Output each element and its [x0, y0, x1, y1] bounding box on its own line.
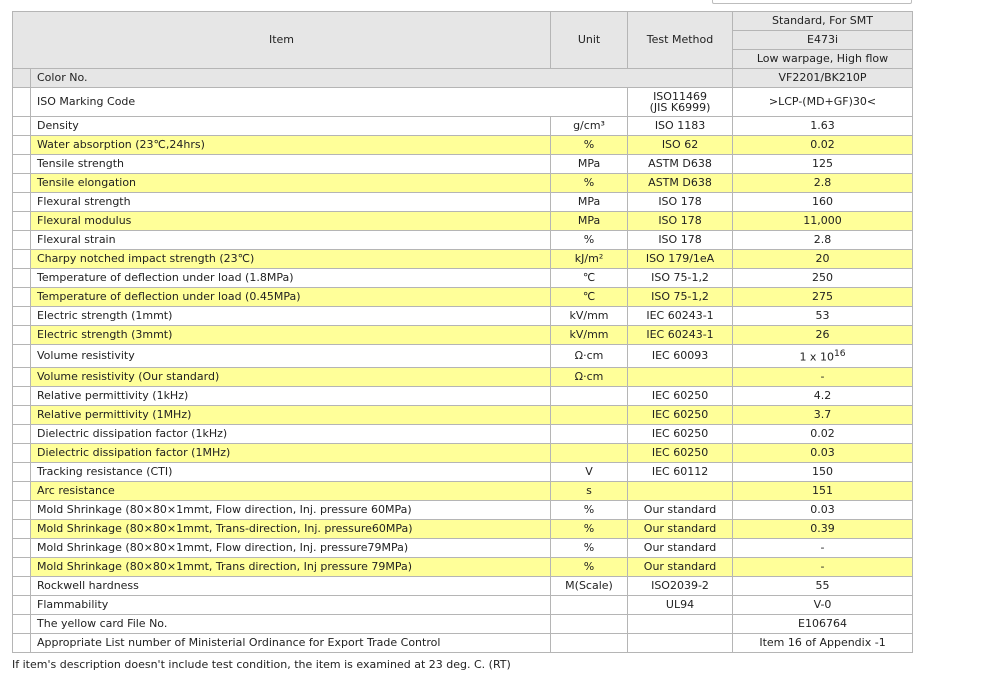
property-name: Electric strength (1mmt) — [31, 307, 551, 326]
table-row — [13, 136, 913, 155]
table-row — [13, 231, 913, 250]
property-test-method: ISO 75-1,2 — [628, 288, 733, 307]
table-row — [13, 269, 913, 288]
property-test-method: ISO 179/1eA — [628, 250, 733, 269]
property-name: Flexural strength — [31, 193, 551, 212]
property-name: Appropriate List number of Ministerial Ordinance for Export Trade Control — [31, 634, 551, 653]
property-name: Tensile elongation — [31, 174, 551, 193]
row-stub — [13, 482, 31, 501]
property-name: Flexural strain — [31, 231, 551, 250]
property-name: Tensile strength — [31, 155, 551, 174]
property-test-method: ASTM D638 — [628, 174, 733, 193]
property-name: Mold Shrinkage (80×80×1mmt, Flow direction, Inj. pressure79MPa) — [31, 539, 551, 558]
property-value: 26 — [733, 326, 913, 345]
property-test-method: ISO 1183 — [628, 117, 733, 136]
table-row — [13, 250, 913, 269]
property-name: Arc resistance — [31, 482, 551, 501]
property-unit — [551, 615, 628, 634]
property-unit: % — [551, 520, 628, 539]
table-row — [13, 288, 913, 307]
property-unit — [551, 634, 628, 653]
header-standard: Standard, For SMT — [733, 12, 913, 31]
property-unit — [551, 406, 628, 425]
property-unit: % — [551, 558, 628, 577]
property-unit — [551, 387, 628, 406]
row-stub — [13, 326, 31, 345]
property-test-method: IEC 60250 — [628, 387, 733, 406]
row-stub — [13, 155, 31, 174]
property-name: Charpy notched impact strength (23℃) — [31, 250, 551, 269]
row-stub — [13, 212, 31, 231]
row-stub — [13, 117, 31, 136]
table-row — [13, 596, 913, 615]
table-row — [13, 615, 913, 634]
property-name: Temperature of deflection under load (1.8MPa) — [31, 269, 551, 288]
property-value: 150 — [733, 463, 913, 482]
row-stub — [13, 406, 31, 425]
property-test-method: Our standard — [628, 520, 733, 539]
iso-marking-method — [628, 88, 733, 117]
property-test-method: ISO 178 — [628, 231, 733, 250]
row-stub — [13, 69, 31, 88]
row-stub — [13, 193, 31, 212]
property-unit — [551, 425, 628, 444]
iso-marking-method-line1: ISO11469 — [653, 90, 707, 103]
table-row — [13, 368, 913, 387]
property-value: 0.03 — [733, 501, 913, 520]
row-stub — [13, 539, 31, 558]
property-test-method: ISO 62 — [628, 136, 733, 155]
property-name: Tracking resistance (CTI) — [31, 463, 551, 482]
property-name: Dielectric dissipation factor (1MHz) — [31, 444, 551, 463]
property-unit: kV/mm — [551, 307, 628, 326]
property-value: 4.2 — [733, 387, 913, 406]
property-test-method: IEC 60250 — [628, 425, 733, 444]
property-test-method: IEC 60093 — [628, 345, 733, 368]
table-row — [13, 155, 913, 174]
footnote: If item's description doesn't include test condition, the item is examined at 23 deg. C. (RT) — [12, 658, 511, 671]
iso-marking-value: >LCP-(MD+GF)30< — [733, 88, 913, 117]
property-test-method: ISO 178 — [628, 193, 733, 212]
property-value: V-0 — [733, 596, 913, 615]
table-row — [13, 212, 913, 231]
table-row — [13, 307, 913, 326]
property-unit: % — [551, 231, 628, 250]
property-value: Item 16 of Appendix -1 — [733, 634, 913, 653]
property-test-method: ISO2039-2 — [628, 577, 733, 596]
property-test-method: IEC 60250 — [628, 406, 733, 425]
table-row — [13, 174, 913, 193]
property-test-method — [628, 615, 733, 634]
property-value: 0.02 — [733, 136, 913, 155]
table-row — [13, 463, 913, 482]
color-value: VF2201/BK210P — [733, 69, 913, 88]
row-stub — [13, 250, 31, 269]
property-value: 0.39 — [733, 520, 913, 539]
row-stub — [13, 463, 31, 482]
property-unit — [551, 444, 628, 463]
property-value: 11,000 — [733, 212, 913, 231]
property-unit: V — [551, 463, 628, 482]
row-stub — [13, 444, 31, 463]
property-unit: Ω·cm — [551, 368, 628, 387]
row-stub — [13, 520, 31, 539]
property-name: The yellow card File No. — [31, 615, 551, 634]
property-test-method: Our standard — [628, 539, 733, 558]
property-value: 125 — [733, 155, 913, 174]
property-test-method: ISO 178 — [628, 212, 733, 231]
property-unit: MPa — [551, 212, 628, 231]
property-value: 55 — [733, 577, 913, 596]
property-value: 3.7 — [733, 406, 913, 425]
table-row — [13, 634, 913, 653]
header-test-method: Test Method — [628, 12, 733, 69]
table-row — [13, 501, 913, 520]
table-row — [13, 425, 913, 444]
row-stub — [13, 307, 31, 326]
header-grade: E473i — [733, 31, 913, 50]
property-test-method: IEC 60250 — [628, 444, 733, 463]
properties-table — [12, 11, 913, 653]
row-stub — [13, 501, 31, 520]
property-name: Density — [31, 117, 551, 136]
table-row — [13, 520, 913, 539]
property-name: Electric strength (3mmt) — [31, 326, 551, 345]
property-unit: % — [551, 174, 628, 193]
row-stub — [13, 596, 31, 615]
property-unit: kV/mm — [551, 326, 628, 345]
row-stub — [13, 88, 31, 117]
property-unit: % — [551, 136, 628, 155]
property-name: Flammability — [31, 596, 551, 615]
property-name: Relative permittivity (1MHz) — [31, 406, 551, 425]
table-row — [13, 558, 913, 577]
property-unit: g/cm³ — [551, 117, 628, 136]
iso-marking-row — [13, 88, 913, 117]
iso-marking-label: ISO Marking Code — [31, 88, 628, 117]
property-value: 250 — [733, 269, 913, 288]
property-name: Mold Shrinkage (80×80×1mmt, Trans-direction, Inj. pressure60MPa) — [31, 520, 551, 539]
property-value: 1.63 — [733, 117, 913, 136]
property-test-method: ISO 75-1,2 — [628, 269, 733, 288]
property-test-method: IEC 60243-1 — [628, 326, 733, 345]
property-value: - — [733, 539, 913, 558]
property-test-method — [628, 368, 733, 387]
header-row-standard — [13, 12, 913, 31]
property-name: Mold Shrinkage (80×80×1mmt, Flow direction, Inj. pressure 60MPa) — [31, 501, 551, 520]
row-stub — [13, 269, 31, 288]
property-value: E106764 — [733, 615, 913, 634]
property-value: 0.02 — [733, 425, 913, 444]
property-value: - — [733, 558, 913, 577]
table-row — [13, 406, 913, 425]
property-value: 0.03 — [733, 444, 913, 463]
property-unit: Ω·cm — [551, 345, 628, 368]
table-row — [13, 326, 913, 345]
table-row — [13, 577, 913, 596]
property-name: Temperature of deflection under load (0.45MPa) — [31, 288, 551, 307]
row-stub — [13, 288, 31, 307]
property-value: 160 — [733, 193, 913, 212]
property-test-method — [628, 634, 733, 653]
property-test-method: Our standard — [628, 558, 733, 577]
property-unit: % — [551, 539, 628, 558]
property-name: Relative permittivity (1kHz) — [31, 387, 551, 406]
property-value — [733, 345, 913, 368]
table-row — [13, 482, 913, 501]
property-value: 151 — [733, 482, 913, 501]
property-unit: ℃ — [551, 288, 628, 307]
iso-marking-method-line2: (JIS K6999) — [649, 101, 711, 114]
row-stub — [13, 558, 31, 577]
property-name: Mold Shrinkage (80×80×1mmt, Trans direction, Inj pressure 79MPa) — [31, 558, 551, 577]
property-name: Flexural modulus — [31, 212, 551, 231]
color-label: Color No. — [31, 69, 733, 88]
volume-resistivity-exponent: 16 — [833, 348, 846, 360]
property-value: 53 — [733, 307, 913, 326]
property-unit: s — [551, 482, 628, 501]
property-value: 275 — [733, 288, 913, 307]
header-unit: Unit — [551, 12, 628, 69]
header-item: Item — [13, 12, 551, 69]
row-stub — [13, 577, 31, 596]
row-stub — [13, 231, 31, 250]
property-name: Water absorption (23℃,24hrs) — [31, 136, 551, 155]
row-stub — [13, 425, 31, 444]
color-row — [13, 69, 913, 88]
table-row — [13, 539, 913, 558]
property-test-method — [628, 482, 733, 501]
row-stub — [13, 615, 31, 634]
property-value: 2.8 — [733, 174, 913, 193]
property-test-method: ASTM D638 — [628, 155, 733, 174]
property-unit: ℃ — [551, 269, 628, 288]
property-name: Dielectric dissipation factor (1kHz) — [31, 425, 551, 444]
properties-table-body — [13, 12, 913, 653]
property-unit — [551, 596, 628, 615]
property-name: Volume resistivity — [31, 345, 551, 368]
property-test-method: IEC 60243-1 — [628, 307, 733, 326]
row-stub — [13, 136, 31, 155]
property-value: 20 — [733, 250, 913, 269]
property-value: 2.8 — [733, 231, 913, 250]
property-unit: % — [551, 501, 628, 520]
property-test-method: UL94 — [628, 596, 733, 615]
property-value: - — [733, 368, 913, 387]
volume-resistivity-base: 1 x 10 — [799, 350, 834, 364]
property-unit: M(Scale) — [551, 577, 628, 596]
property-name: Volume resistivity (Our standard) — [31, 368, 551, 387]
table-row — [13, 193, 913, 212]
property-name: Rockwell hardness — [31, 577, 551, 596]
row-stub — [13, 634, 31, 653]
table-row — [13, 387, 913, 406]
table-row — [13, 444, 913, 463]
header-feature: Low warpage, High flow — [733, 50, 913, 69]
row-stub — [13, 345, 31, 368]
property-test-method: Our standard — [628, 501, 733, 520]
volume-resistivity-row — [13, 345, 913, 368]
row-stub — [13, 387, 31, 406]
row-stub — [13, 174, 31, 193]
top-dropdown-edge[interactable] — [712, 0, 912, 4]
table-row — [13, 117, 913, 136]
property-test-method: IEC 60112 — [628, 463, 733, 482]
property-unit: MPa — [551, 155, 628, 174]
row-stub — [13, 368, 31, 387]
property-unit: kJ/m² — [551, 250, 628, 269]
property-unit: MPa — [551, 193, 628, 212]
